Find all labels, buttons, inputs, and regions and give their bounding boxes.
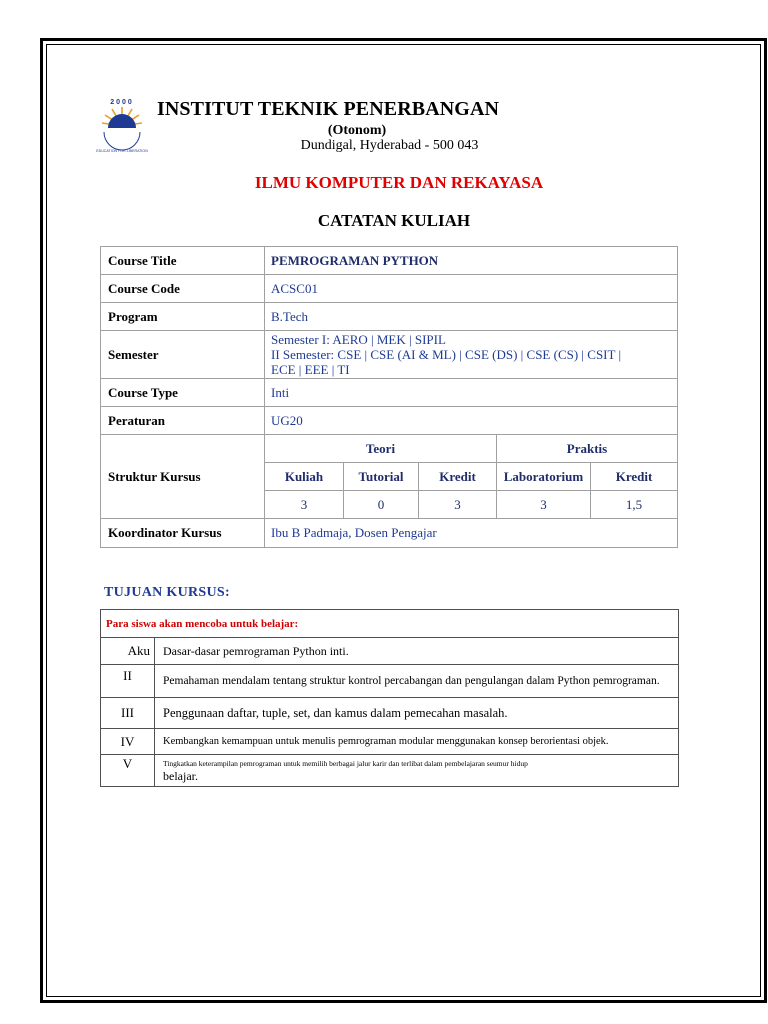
objective-number: III xyxy=(101,698,155,729)
institute-status: (Otonom) xyxy=(327,123,387,138)
row-course-title xyxy=(101,247,678,275)
course-title-value: PEMROGRAMAN PYTHON xyxy=(265,247,678,275)
theory-credit-value: 3 xyxy=(419,491,497,519)
objective-text: Penggunaan daftar, tuple, set, dan kamus dalam pemecahan masalah. xyxy=(155,698,679,729)
objective-row xyxy=(101,755,679,787)
coordinator-value: Ibu B Padmaja, Dosen Pengajar xyxy=(265,519,678,548)
program-value: B.Tech xyxy=(265,303,678,331)
course-code-label: Course Code xyxy=(101,275,265,303)
course-type-value: Inti xyxy=(265,379,678,407)
objective-row xyxy=(101,729,679,755)
objective-number: Aku xyxy=(101,638,155,665)
program-label: Program xyxy=(101,303,265,331)
objective-text: Dasar-dasar pemrograman Python inti. xyxy=(155,638,679,665)
tutorial-value: 0 xyxy=(344,491,419,519)
objective-row xyxy=(101,638,679,665)
row-program xyxy=(101,303,678,331)
objective-number: II xyxy=(101,665,155,698)
semester-label: Semester xyxy=(101,331,265,379)
objective-text xyxy=(155,755,679,787)
lecture-header: Kuliah xyxy=(265,463,344,491)
semester-line-3: ECE | EEE | TI xyxy=(271,362,350,377)
row-course-type xyxy=(101,379,678,407)
row-regulation xyxy=(101,407,678,435)
objective-text-small: Tingkatkan keterampilan pemrograman untuk memilih berbagai jalur karir dan terlibat dalam pembelajaran seumur hidup xyxy=(163,758,528,768)
objective-row xyxy=(101,698,679,729)
course-type-label: Course Type xyxy=(101,379,265,407)
semester-value xyxy=(265,331,678,379)
objective-text-tail: belajar. xyxy=(163,768,198,783)
institute-address: Dundigal, Hyderabad - 500 043 xyxy=(300,138,479,153)
logo-year: 2000 xyxy=(110,99,134,106)
semester-line-1: Semester I: AERO | MEK | SIPIL xyxy=(271,332,446,347)
regulation-label: Peraturan xyxy=(101,407,265,435)
objective-row xyxy=(101,665,679,698)
regulation-value: UG20 xyxy=(265,407,678,435)
objectives-heading: TUJUAN KURSUS: xyxy=(104,585,230,600)
coordinator-label: Koordinator Kursus xyxy=(101,519,265,548)
lecture-value: 3 xyxy=(265,491,344,519)
practical-header: Praktis xyxy=(497,435,678,463)
semester-line-2: II Semester: CSE | CSE (AI & ML) | CSE (DS) | CSE (CS) | CSIT | xyxy=(271,347,622,362)
row-structure-headers xyxy=(101,435,678,463)
tutorial-header: Tutorial xyxy=(344,463,419,491)
practical-credit-header: Kredit xyxy=(591,463,678,491)
iare-logo xyxy=(96,96,148,156)
department-title: ILMU KOMPUTER DAN REKAYASA xyxy=(254,173,544,192)
institute-name: INSTITUT TEKNIK PENERBANGAN xyxy=(157,98,500,120)
objective-number: V xyxy=(101,755,155,787)
row-course-code xyxy=(101,275,678,303)
logo-motto: EDUCATION FOR LIBERATION xyxy=(96,149,148,153)
course-title-label: Course Title xyxy=(101,247,265,275)
objectives-table xyxy=(100,609,679,787)
structure-label: Struktur Kursus xyxy=(101,435,265,519)
logo-acronym: IARE xyxy=(111,127,133,137)
objective-number: IV xyxy=(101,729,155,755)
course-code-value: ACSC01 xyxy=(265,275,678,303)
lab-value: 3 xyxy=(497,491,591,519)
practical-credit-value: 1,5 xyxy=(591,491,678,519)
document-title: CATATAN KULIAH xyxy=(317,211,471,230)
objective-text: Kembangkan kemampuan untuk menulis pemrograman modular menggunakan konsep berorientasi objek. xyxy=(155,729,679,755)
lab-header: Laboratorium xyxy=(497,463,591,491)
objectives-intro-row xyxy=(101,610,679,638)
theory-credit-header: Kredit xyxy=(419,463,497,491)
course-info-table xyxy=(100,246,678,548)
row-coordinator xyxy=(101,519,678,548)
objectives-intro: Para siswa akan mencoba untuk belajar: xyxy=(101,610,679,638)
row-semester xyxy=(101,331,678,379)
objective-text: Pemahaman mendalam tentang struktur kontrol percabangan dan pengulangan dalam Python pemrograman. xyxy=(155,665,679,698)
theory-header: Teori xyxy=(265,435,497,463)
